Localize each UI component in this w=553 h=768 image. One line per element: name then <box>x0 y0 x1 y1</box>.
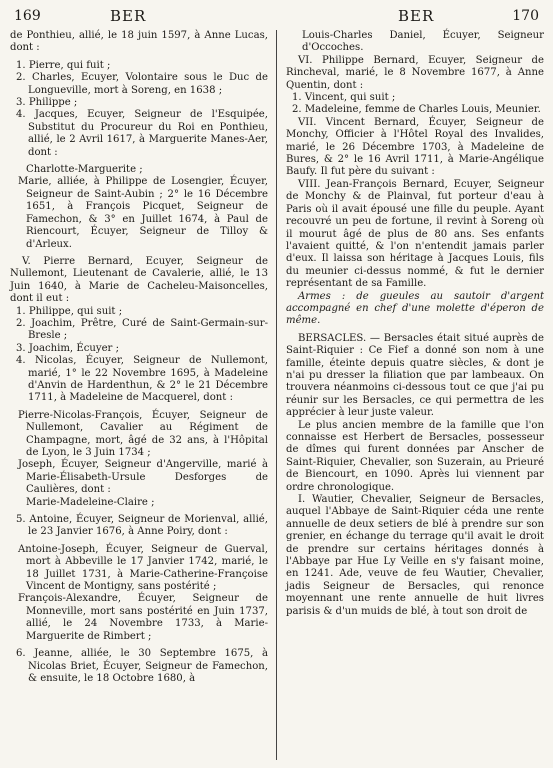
list-item: Marie-Madeleine-Claire ; <box>26 496 155 508</box>
paragraph: VIII. Jean-François Bernard, Ecuyer, Seigneur de Monchy & de Plainval, fut porteur d'eau à Paris où il avait épousé une fille du peuple. Ayant recouvré un peu de fortune, il revint à Soreng où il mourut âgé de plus de 80 ans. Ses enfants l'avaient quitté, & l'on n'entendit jamais parler d'eux. Il laissa son héritage à Jacques Louis, fils du meunier ci-dessus nommé, & fut le dernier représentant de sa Famille. <box>286 178 544 290</box>
list-item: 1. Vincent, qui suit ; <box>292 92 396 104</box>
paragraph: Louis-Charles Daniel, Écuyer, Seigneur d'Occoches. <box>302 30 544 54</box>
paragraph: Le plus ancien membre de la famille que l'on connaisse est Herbert de Bersacles, possesseur de dîmes qui furent données par Anscher de Saint-Riquier, Chevalier, son Suzerain, au Prieuré de Biencourt, en 1090. Après lui viennent par ordre chronologique. <box>286 419 544 493</box>
arms-paragraph: Armes : de gueules au sautoir d'argent accompagné en chef d'une molette d'éperon de même. <box>286 290 544 327</box>
paragraph: VI. Philippe Bernard, Ecuyer, Seigneur de Rincheval, marié, le 8 Novembre 1677, à Anne Quentin, dont : <box>286 54 544 91</box>
list-item: 5. Antoine, Écuyer, Seigneur de Morienval, allié, le 23 Janvier 1676, à Anne Poiry, dont : <box>16 514 268 538</box>
list-item: 4. Jacques, Ecuyer, Seigneur de l'Esquipée, Substitut du Procureur du Roi en Ponthieu, allié, le 2 Avril 1617, à Marguerite Manes-Aer, dont : <box>16 109 268 158</box>
left-column <box>10 30 268 685</box>
list-item: François-Alexandre, Écuyer, Seigneur de Monneville, mort sans postérité en Juin 1737, allié, le 24 Novembre 1733, à Marie-Marguerite de Rimbert ; <box>18 593 268 642</box>
right-running-head: BER <box>398 7 435 25</box>
list-item: 6. Jeanne, alliée, le 30 Septembre 1675, à Nicolas Briet, Écuyer, Seigneur de Famechon, & ensuite, le 18 Octobre 1680, à <box>16 648 268 684</box>
left-page-number: 169 <box>14 8 41 24</box>
right-page-number: 170 <box>512 8 539 24</box>
list-item: 2. Joachim, Prêtre, Curé de Saint-Germain-sur-Bresle ; <box>16 317 268 342</box>
list-item: 2. Madeleine, femme de Charles Louis, Meunier. <box>292 104 541 116</box>
paragraph: V. Pierre Bernard, Ecuyer, Seigneur de Nullemont, Lieutenant de Cavalerie, allié, le 13 Juin 1640, à Marie de Cacheleu-Maisoncelles, dont il eut : <box>10 255 268 305</box>
list-item: Charlotte-Marguerite ; <box>26 164 143 176</box>
right-column <box>286 30 544 618</box>
page-header <box>14 6 539 32</box>
list-item: 1. Pierre, qui fuit ; <box>16 59 111 71</box>
column-divider <box>276 30 277 760</box>
list-item: Antoine-Joseph, Écuyer, Seigneur de Guerval, mort à Abbeville le 17 Janvier 1742, marié, le 18 Juillet 1731, à Marie-Catherine-Françoise Vincent de Montigny, sans postérité ; <box>18 543 268 593</box>
list-item: 3. Joachim, Écuyer ; <box>16 342 119 354</box>
list-item: 1. Philippe, qui suit ; <box>16 305 123 317</box>
list-item: Pierre-Nicolas-François, Écuyer, Seigneur de Nullemont, Cavalier au Régiment de Champagne, mort, âgé de 32 ans, à l'Hôpital de Lyon, le 3 Juin 1734 ; <box>18 409 268 458</box>
paragraph: VII. Vincent Bernard, Écuyer, Seigneur de Monchy, Officier à l'Hôtel Royal des Invalides, marié, le 26 Décembre 1703, à Madeleine de Bures, & 2° le 16 Avril 1711, à Marie-Angélique Baufy. Il fut père du suivant : <box>286 116 544 178</box>
list-item: 2. Charles, Ecuyer, Volontaire sous le Duc de Longueville, mort à Soreng, en 1638 ; <box>16 72 268 96</box>
list-item: 3. Philippe ; <box>16 97 78 109</box>
list-item: 4. Nicolas, Écuyer, Seigneur de Nullemont, marié, 1° le 22 Novembre 1695, à Madeleine d'Anvin de Hardenthun, & 2° le 21 Décembre 1711, à Madeleine de Macquerel, dont : <box>16 355 268 404</box>
list-item: Marie, alliée, à Philippe de Losengier, Écuyer, Seigneur de Saint-Aubin ; 2° le 16 Décembre 1651, à François Picquet, Seigneur de Famechon, & 3° en Juillet 1674, à Paul de Riencourt, Écuyer, Seigneur de Tilloy & d'Arleux. <box>18 176 268 250</box>
paragraph: BERSACLES. — Bersacles était situé auprès de Saint-Riquier : Ce Fief a donné son nom à une famille, éteinte depuis quatre siècles, & dont je n'ai pu dresser la filiation que par lambeaux. On trouvera néanmoins ci-dessous tout ce que j'ai pu réunir sur les Bersacles, ce qui permettra de les apprécier à leur juste valeur. <box>286 332 544 419</box>
left-running-head: BER <box>110 7 147 25</box>
paragraph: de Ponthieu, allié, le 18 juin 1597, à Anne Lucas, dont : <box>10 30 268 54</box>
paragraph: I. Wautier, Chevalier, Seigneur de Bersacles, auquel l'Abbaye de Saint-Riquier céda une rente annuelle de deux setiers de blé à prendre sur son grenier, en échange du terrage qu'il avait le droit de prendre sur certains héritages donnés à l'Abbaye par Hue Ly Veille en s'y faisant moine, en 1241. Ade, veuve de feu Wautier, Chevalier, jadis Seigneur de Bersacles, qui renonce moyennant une rente annuelle de huit livres parisis & d'un muids de blé, à tout son droit de <box>286 494 544 617</box>
list-item: Joseph, Écuyer, Seigneur d'Angerville, marié à Marie-Élisabeth-Ursule Desforges de Caulières, dont : <box>18 459 268 496</box>
